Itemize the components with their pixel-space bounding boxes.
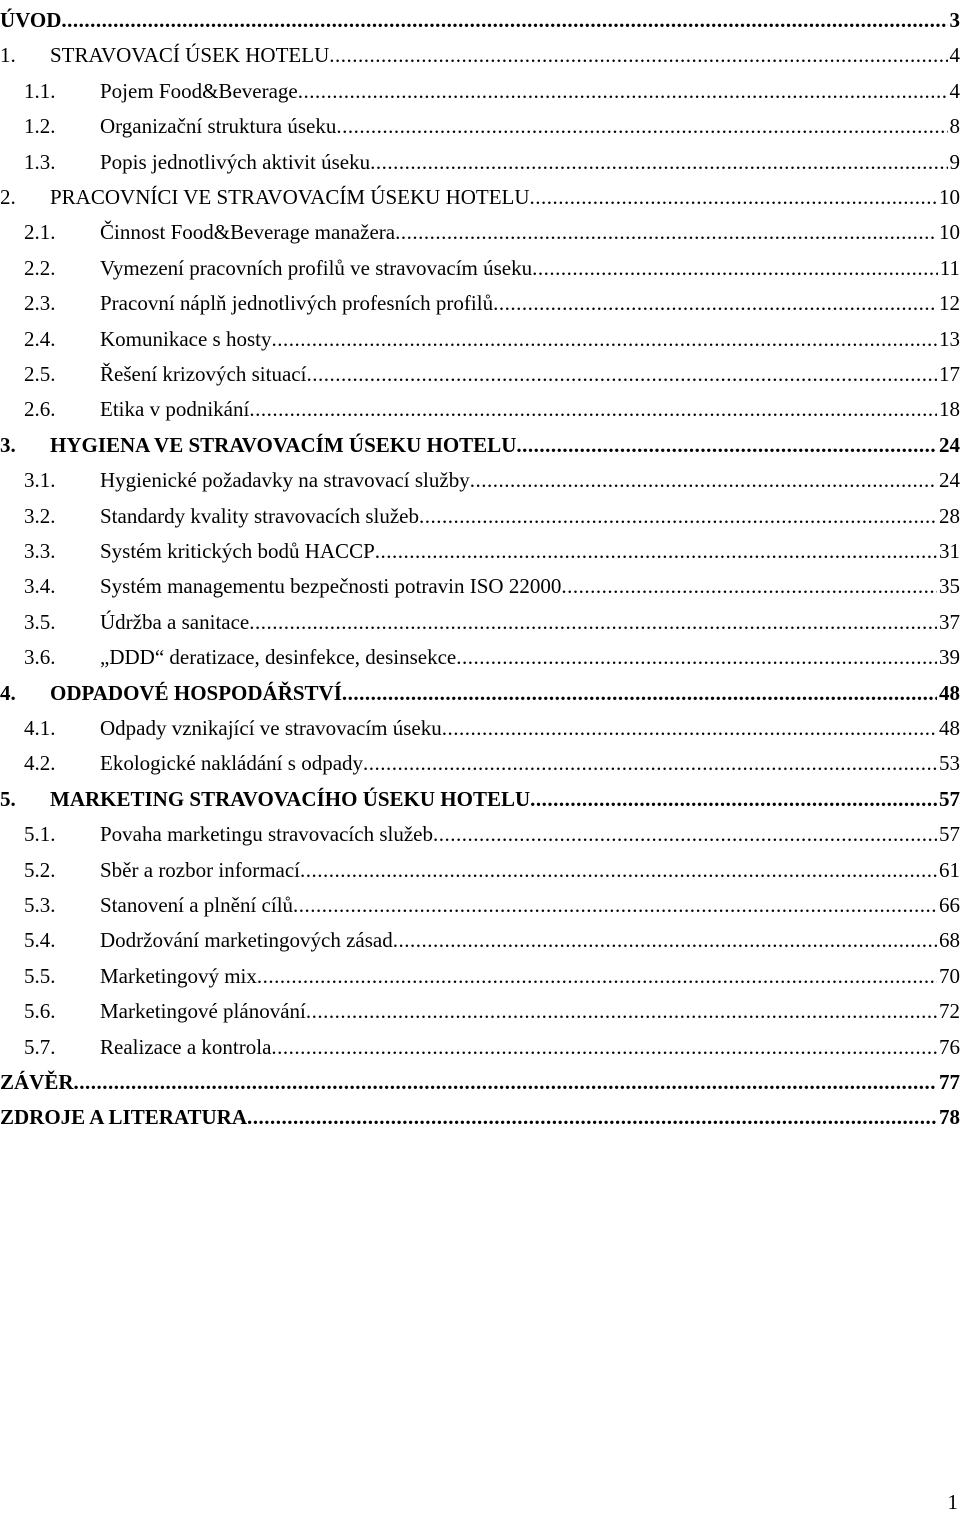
- toc-entry-number: 4.1.: [24, 716, 56, 740]
- toc-entry-title: Ekologické nakládání s odpady: [100, 751, 364, 776]
- toc-entry[interactable]: [0, 73, 960, 103]
- toc-entry-number: 5.3.: [24, 893, 56, 917]
- toc-entry-number: 2.2.: [24, 255, 56, 280]
- toc-entry[interactable]: [0, 144, 960, 174]
- dot-leader: [329, 43, 947, 67]
- toc-entry-number: 2.6.: [24, 397, 56, 422]
- toc-entry-title: Údržba a sanitace: [100, 609, 250, 634]
- toc-entry-title: Povaha marketingu stravovacích služeb: [100, 822, 433, 847]
- dot-leader: [306, 362, 937, 386]
- toc-entry[interactable]: [0, 356, 960, 386]
- toc-entry-page: 35: [939, 574, 960, 599]
- toc-entry-page: 13: [939, 326, 960, 351]
- toc-entry[interactable]: [0, 2, 960, 32]
- toc-entry-number: 2.3.: [24, 291, 56, 316]
- toc-entry-page: 9: [949, 149, 960, 174]
- toc-entry[interactable]: [0, 852, 960, 882]
- dot-leader: [532, 256, 938, 280]
- dot-leader: [442, 716, 937, 740]
- toc-entry-page: 10: [939, 185, 960, 209]
- toc-entry-number: 1.2.: [24, 114, 56, 139]
- toc-entry-page: 76: [939, 1034, 960, 1059]
- toc-entry-title: Stanovení a plnění cílů: [100, 893, 294, 917]
- toc-entry-title: Sběr a rozbor informací: [100, 857, 301, 882]
- dot-leader: [561, 574, 937, 598]
- dot-leader: [61, 8, 947, 32]
- toc-entry-number: 4.: [0, 680, 16, 705]
- toc-entry-title: Marketingový mix: [100, 963, 257, 988]
- toc-entry[interactable]: [0, 922, 960, 952]
- toc-entry[interactable]: [0, 462, 960, 492]
- toc-entry-page: 4: [949, 43, 960, 68]
- toc-entry[interactable]: [0, 321, 960, 351]
- toc-entry[interactable]: [0, 108, 960, 138]
- toc-entry[interactable]: [0, 1064, 960, 1094]
- toc-entry[interactable]: [0, 781, 960, 811]
- toc-entry-page: 48: [939, 680, 960, 705]
- dot-leader: [493, 291, 937, 315]
- toc-entry[interactable]: [0, 993, 960, 1023]
- toc-entry[interactable]: [0, 285, 960, 315]
- toc-entry-number: 1.1.: [24, 78, 56, 103]
- dot-leader: [530, 185, 937, 209]
- toc-entry-number: 1.: [0, 43, 16, 68]
- toc-entry-number: 3.3.: [24, 539, 56, 563]
- toc-entry-page: 11: [939, 255, 960, 280]
- toc-entry-page: 18: [939, 397, 960, 422]
- toc-entry-number: 5.2.: [24, 857, 56, 882]
- toc-entry[interactable]: [0, 710, 960, 740]
- toc-entry-number: 5.5.: [24, 963, 56, 988]
- dot-leader: [419, 504, 937, 528]
- dot-leader: [336, 114, 947, 138]
- toc-entry-number: 5.6.: [24, 999, 56, 1024]
- dot-leader: [363, 751, 937, 775]
- toc-entry-title: „DDD“ deratizace, desinfekce, desinsekce: [100, 645, 457, 670]
- toc-entry-page: 37: [939, 609, 960, 634]
- toc-entry[interactable]: [0, 745, 960, 775]
- toc-entry-title: Etika v podnikání: [100, 397, 250, 422]
- dot-leader: [271, 327, 937, 351]
- toc-entry-title: Hygienické požadavky na stravovací služby: [100, 468, 470, 493]
- toc-entry[interactable]: [0, 214, 960, 244]
- toc-entry-number: 3.5.: [24, 609, 56, 634]
- toc-entry-number: 1.3.: [24, 149, 56, 174]
- toc-entry-title: ODPADOVÉ HOSPODÁŘSTVÍ: [50, 680, 342, 705]
- toc-entry-page: 70: [939, 963, 960, 988]
- toc-entry-page: 31: [939, 539, 960, 563]
- dot-leader: [516, 433, 937, 457]
- dot-leader: [293, 893, 937, 917]
- toc-entry-number: 2.: [0, 185, 16, 209]
- toc-entry-title: ÚVOD: [0, 8, 62, 32]
- toc-entry-number: 5.1.: [24, 822, 56, 847]
- toc-entry-page: 8: [949, 114, 960, 139]
- toc-entry-page: 17: [939, 362, 960, 386]
- toc-entry-title: Systém kritických bodů HACCP: [100, 539, 375, 563]
- toc-entry-number: 5.4.: [24, 928, 56, 953]
- dot-leader: [257, 964, 937, 988]
- toc-entry-title: Vymezení pracovních profilů ve stravovacím úseku: [100, 255, 533, 280]
- dot-leader: [395, 220, 937, 244]
- toc-entry-page: 66: [939, 893, 960, 917]
- toc-entry-number: 4.2.: [24, 751, 56, 776]
- toc-entry-number: 5.: [0, 786, 16, 811]
- toc-entry-number: 3.: [0, 432, 16, 457]
- toc-entry-title: Dodržování marketingových zásad: [100, 928, 393, 953]
- toc-entry-page: 61: [939, 857, 960, 882]
- dot-leader: [342, 681, 937, 705]
- toc-entry-page: 53: [939, 751, 960, 776]
- toc-entry[interactable]: [0, 816, 960, 846]
- toc-entry[interactable]: [0, 1099, 960, 1129]
- toc-entry-page: 48: [939, 716, 960, 740]
- toc-entry[interactable]: [0, 1029, 960, 1059]
- dot-leader: [249, 610, 937, 634]
- dot-leader: [530, 787, 937, 811]
- toc-entry[interactable]: [0, 250, 960, 280]
- toc-entry-page: 57: [939, 786, 960, 811]
- toc-entry-title: Komunikace s hosty: [100, 326, 272, 351]
- toc-entry-number: 3.4.: [24, 574, 56, 599]
- toc-entry[interactable]: [0, 675, 960, 705]
- page-number: 1: [947, 1490, 958, 1514]
- toc-entry-title: Pracovní náplň jednotlivých profesních profilů: [100, 291, 494, 316]
- dot-leader: [306, 999, 937, 1023]
- dot-leader: [370, 150, 947, 174]
- toc-entry[interactable]: [0, 533, 960, 563]
- toc-entry-number: 2.5.: [24, 362, 56, 386]
- toc-entry-number: 3.1.: [24, 468, 56, 493]
- toc-entry-title: Řešení krizových situací: [100, 362, 307, 386]
- toc-entry[interactable]: [0, 639, 960, 669]
- toc-entry-title: PRACOVNÍCI VE STRAVOVACÍM ÚSEKU HOTELU: [50, 185, 530, 209]
- toc-entry-title: Popis jednotlivých aktivit úseku: [100, 149, 371, 174]
- dot-leader: [470, 468, 937, 492]
- dot-leader: [271, 1035, 937, 1059]
- toc-entry[interactable]: [0, 498, 960, 528]
- toc-entry-page: 77: [939, 1070, 960, 1094]
- toc-entry-page: 78: [939, 1105, 960, 1130]
- toc-entry-number: 3.6.: [24, 645, 56, 670]
- toc-entry-number: 5.7.: [24, 1034, 56, 1059]
- dot-leader: [298, 79, 948, 103]
- toc-entry[interactable]: [0, 179, 960, 209]
- toc-entry-page: 39: [939, 645, 960, 670]
- toc-entry-page: 72: [939, 999, 960, 1024]
- toc-entry-number: 3.2.: [24, 503, 56, 528]
- toc-entry-title: Systém managementu bezpečnosti potravin ISO 22000: [100, 574, 562, 599]
- toc-entry-title: Činnost Food&Beverage manažera: [100, 220, 396, 245]
- toc-entry-title: ZÁVĚR: [0, 1070, 74, 1094]
- dot-leader: [375, 539, 937, 563]
- toc-entry-title: Marketingové plánování: [100, 999, 306, 1024]
- toc-entry-title: Standardy kvality stravovacích služeb: [100, 503, 419, 528]
- toc-entry-title: Pojem Food&Beverage: [100, 78, 298, 103]
- toc-entry-page: 57: [939, 822, 960, 847]
- dot-leader: [393, 928, 937, 952]
- dot-leader: [300, 858, 937, 882]
- toc-entry[interactable]: [0, 887, 960, 917]
- toc-entry[interactable]: [0, 37, 960, 67]
- toc-entry-page: 24: [939, 432, 960, 457]
- toc-entry-title: Odpady vznikající ve stravovacím úseku: [100, 716, 442, 740]
- toc-entry-number: 2.4.: [24, 326, 56, 351]
- dot-leader: [249, 397, 937, 421]
- dot-leader: [456, 645, 937, 669]
- toc-entry[interactable]: [0, 604, 960, 634]
- toc-entry-page: 12: [939, 291, 960, 316]
- toc-entry[interactable]: [0, 427, 960, 457]
- toc-entry[interactable]: [0, 568, 960, 598]
- toc-entry-title: HYGIENA VE STRAVOVACÍM ÚSEKU HOTELU: [50, 432, 517, 457]
- toc-entry[interactable]: [0, 958, 960, 988]
- dot-leader: [247, 1105, 937, 1129]
- toc-entry-title: STRAVOVACÍ ÚSEK HOTELU: [50, 43, 330, 68]
- toc-entry-page: 3: [949, 8, 960, 32]
- toc-entry-number: 2.1.: [24, 220, 56, 245]
- dot-leader: [433, 822, 937, 846]
- toc-entry-title: MARKETING STRAVOVACÍHO ÚSEKU HOTELU: [50, 786, 531, 811]
- toc-entry-page: 24: [939, 468, 960, 493]
- toc-entry-page: 68: [939, 928, 960, 953]
- toc-entry-title: Realizace a kontrola: [100, 1034, 272, 1059]
- dot-leader: [74, 1070, 937, 1094]
- toc-entry-title: ZDROJE A LITERATURA: [0, 1105, 247, 1130]
- toc-entry-title: Organizační struktura úseku: [100, 114, 337, 139]
- toc-entry[interactable]: [0, 391, 960, 421]
- toc-entry-page: 4: [949, 78, 960, 103]
- toc-entry-page: 28: [939, 503, 960, 528]
- toc-entry-page: 10: [939, 220, 960, 245]
